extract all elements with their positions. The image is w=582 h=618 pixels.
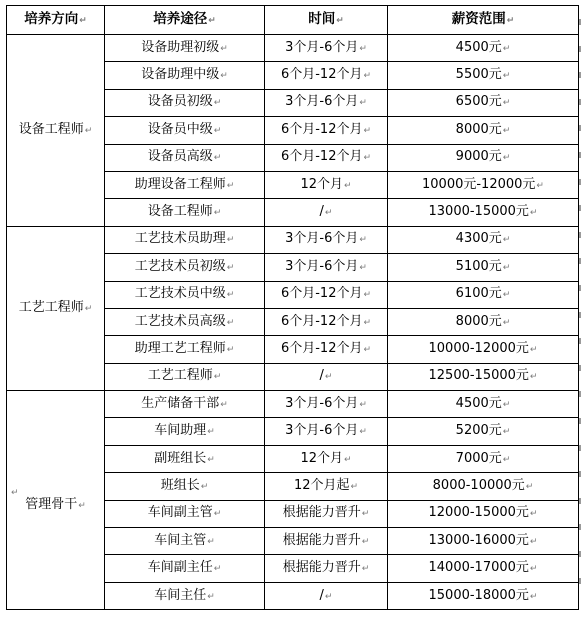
salary-cell <box>388 254 579 281</box>
paragraph-mark: ↵ <box>220 71 228 82</box>
path-cell <box>105 473 265 500</box>
header-row <box>7 6 579 35</box>
paragraph-mark: ↵ <box>502 427 511 438</box>
time-value: 3个月-6个月 <box>285 258 359 274</box>
salary-value: 5500元 <box>455 67 502 83</box>
salary-value: 8000元 <box>455 313 502 329</box>
row-end-mark <box>579 312 581 318</box>
path-value: 车间副主任 <box>147 560 213 576</box>
paragraph-mark: ↵ <box>529 372 538 383</box>
path-cell <box>105 226 265 253</box>
path-value: 生产储备干部 <box>141 395 220 411</box>
paragraph-mark: ↵ <box>226 262 235 273</box>
time-cell <box>265 336 388 363</box>
table-row <box>7 226 579 253</box>
empty-paragraph-mark: ↵ <box>11 487 19 498</box>
row-end-mark <box>579 99 581 105</box>
path-cell <box>105 308 265 335</box>
salary-cell <box>388 336 579 363</box>
row-end-mark <box>579 551 581 557</box>
salary-value: 4500元 <box>455 395 502 411</box>
direction-label: 管理骨干 <box>25 496 78 512</box>
path-cell <box>105 555 265 582</box>
time-value: / <box>319 368 324 384</box>
row-end-mark <box>579 179 581 185</box>
direction-cell <box>7 35 105 227</box>
time-value: 3个月-6个月 <box>285 39 359 55</box>
paragraph-mark: ↵ <box>220 399 228 410</box>
salary-value: 8000-10000元 <box>432 477 525 493</box>
paragraph-mark: ↵ <box>529 536 538 547</box>
time-cell <box>265 89 388 116</box>
salary-cell <box>388 528 579 555</box>
header-time: 时间↵ <box>265 6 388 35</box>
paragraph-mark: ↵ <box>502 454 511 465</box>
paragraph-mark: ↵ <box>213 153 222 164</box>
time-value: / <box>319 204 324 220</box>
paragraph-mark: ↵ <box>361 564 370 575</box>
row-end-mark <box>579 285 581 291</box>
time-value: 根据能力晋升 <box>282 532 361 548</box>
time-value: 6个月-12个月 <box>280 286 363 302</box>
salary-cell <box>388 35 579 62</box>
time-value: 3个月-6个月 <box>285 395 359 411</box>
paragraph-mark: ↵ <box>502 262 511 273</box>
paragraph-mark: ↵ <box>502 43 511 54</box>
salary-value: 9000元 <box>455 149 502 165</box>
salary-cell <box>388 391 579 418</box>
path-cell <box>105 199 265 226</box>
time-cell <box>265 500 388 527</box>
paragraph-mark: ↵ <box>502 125 511 136</box>
paragraph-mark: ↵ <box>207 427 215 438</box>
paragraph-mark: ↵ <box>502 235 511 246</box>
path-cell <box>105 582 265 609</box>
path-cell <box>105 391 265 418</box>
paragraph-mark: ↵ <box>502 399 511 410</box>
salary-value: 12000-15000元 <box>428 505 529 521</box>
row-end-mark <box>579 498 581 504</box>
paragraph-mark: ↵ <box>344 454 352 465</box>
row-end-mark <box>579 338 581 344</box>
header-salary: 薪资范围↵ <box>388 6 579 35</box>
time-cell <box>265 199 388 226</box>
salary-value: 7000元 <box>455 450 502 466</box>
paragraph-mark: ↵ <box>529 591 538 602</box>
salary-value: 10000-12000元 <box>428 340 529 356</box>
paragraph-mark: ↵ <box>226 344 235 355</box>
paragraph-mark: ↵ <box>525 481 534 492</box>
time-cell <box>265 418 388 445</box>
path-value: 副班组长 <box>154 450 207 466</box>
time-cell <box>265 144 388 171</box>
paragraph-mark: ↵ <box>213 208 222 219</box>
time-cell <box>265 555 388 582</box>
paragraph-mark: ↵ <box>359 98 367 109</box>
time-value: 12个月 <box>300 176 343 192</box>
paragraph-mark: ↵ <box>324 591 333 602</box>
paragraph-mark: ↵ <box>363 71 372 82</box>
row-end-mark <box>579 445 581 451</box>
paragraph-mark: ↵ <box>536 180 544 191</box>
paragraph-mark: ↵ <box>359 427 367 438</box>
path-cell <box>105 117 265 144</box>
salary-cell <box>388 89 579 116</box>
row-end-mark <box>579 232 581 238</box>
time-cell <box>265 226 388 253</box>
row-end-mark <box>579 152 581 158</box>
paragraph-mark-column <box>578 5 582 615</box>
paragraph-mark: ↵ <box>363 153 372 164</box>
time-cell <box>265 117 388 144</box>
path-value: 设备助理中级 <box>141 67 220 83</box>
path-value: 设备助理初级 <box>141 39 220 55</box>
time-cell <box>265 445 388 472</box>
paragraph-mark: ↵ <box>359 43 367 54</box>
path-value: 车间副主管 <box>147 505 213 521</box>
paragraph-mark: ↵ <box>344 180 352 191</box>
salary-value: 4500元 <box>455 39 502 55</box>
salary-cell <box>388 281 579 308</box>
path-value: 工艺技术员初级 <box>134 258 226 274</box>
salary-cell <box>388 555 579 582</box>
path-cell <box>105 363 265 390</box>
paragraph-mark: ↵ <box>84 303 93 314</box>
time-cell <box>265 35 388 62</box>
table-row <box>7 35 579 62</box>
row-end-mark <box>579 19 581 25</box>
salary-table-sheet <box>6 5 579 610</box>
time-value: 根据能力晋升 <box>282 560 361 576</box>
path-value: 助理工艺工程师 <box>134 340 226 356</box>
time-value: 6个月-12个月 <box>280 340 363 356</box>
path-value: 工艺技术员助理 <box>134 231 226 247</box>
path-value: 车间主任 <box>154 587 207 603</box>
salary-cell <box>388 226 579 253</box>
time-value: / <box>319 587 324 603</box>
path-value: 设备员高级 <box>147 149 213 165</box>
paragraph-mark: ↵ <box>529 208 538 219</box>
path-value: 工艺技术员中级 <box>134 286 226 302</box>
salary-cell <box>388 62 579 89</box>
time-value: 6个月-12个月 <box>280 313 363 329</box>
paragraph-mark: ↵ <box>78 500 86 511</box>
time-cell <box>265 308 388 335</box>
salary-cell <box>388 199 579 226</box>
header-direction: 培养方向↵ <box>7 6 105 35</box>
path-value: 工艺工程师 <box>147 368 213 384</box>
time-value: 3个月-6个月 <box>285 94 359 110</box>
paragraph-mark: ↵ <box>363 317 372 328</box>
paragraph-mark: ↵ <box>502 71 511 82</box>
row-end-mark <box>579 471 581 477</box>
header-path: 培养途径↵ <box>105 6 265 35</box>
table-body <box>7 35 579 610</box>
paragraph-mark: ↵ <box>213 372 222 383</box>
time-cell <box>265 391 388 418</box>
path-cell <box>105 62 265 89</box>
paragraph-mark: ↵ <box>226 180 235 191</box>
paragraph-mark: ↵ <box>84 125 93 136</box>
path-cell <box>105 144 265 171</box>
path-value: 设备员初级 <box>147 94 213 110</box>
time-cell <box>265 62 388 89</box>
paragraph-mark: ↵ <box>363 290 372 301</box>
paragraph-mark: ↵ <box>502 153 511 164</box>
path-cell <box>105 35 265 62</box>
salary-value: 6500元 <box>455 94 502 110</box>
salary-value: 13000-15000元 <box>428 204 529 220</box>
path-value: 班组长 <box>160 477 200 493</box>
salary-value: 12500-15000元 <box>428 368 529 384</box>
salary-cell <box>388 117 579 144</box>
salary-value: 13000-16000元 <box>428 532 529 548</box>
path-cell <box>105 528 265 555</box>
path-value: 车间助理 <box>154 423 207 439</box>
paragraph-mark: ↵ <box>529 344 538 355</box>
paragraph-mark: ↵ <box>359 399 367 410</box>
path-cell <box>105 281 265 308</box>
direction-label: 设备工程师 <box>18 121 84 137</box>
paragraph-mark: ↵ <box>200 481 209 492</box>
time-cell <box>265 473 388 500</box>
row-end-mark <box>579 365 581 371</box>
path-value: 设备工程师 <box>147 204 213 220</box>
paragraph-mark: ↵ <box>213 98 222 109</box>
career-salary-table <box>6 5 579 610</box>
paragraph-mark: ↵ <box>502 290 511 301</box>
path-cell <box>105 500 265 527</box>
paragraph-mark: ↵ <box>220 43 228 54</box>
time-cell <box>265 254 388 281</box>
salary-cell <box>388 445 579 472</box>
path-cell <box>105 445 265 472</box>
salary-value: 5200元 <box>455 423 502 439</box>
salary-cell <box>388 500 579 527</box>
row-end-mark <box>579 418 581 424</box>
row-end-mark <box>579 46 581 52</box>
row-end-mark <box>579 125 581 131</box>
salary-value: 5100元 <box>455 258 502 274</box>
path-value: 工艺技术员高级 <box>134 313 226 329</box>
time-value: 3个月-6个月 <box>285 423 359 439</box>
paragraph-mark: ↵ <box>226 317 235 328</box>
row-end-mark <box>579 524 581 530</box>
salary-value: 8000元 <box>455 121 502 137</box>
paragraph-mark: ↵ <box>226 235 235 246</box>
time-value: 6个月-12个月 <box>280 149 363 165</box>
salary-cell <box>388 171 579 198</box>
direction-cell <box>7 226 105 390</box>
paragraph-mark: ↵ <box>207 591 215 602</box>
paragraph-mark: ↵ <box>361 536 370 547</box>
salary-value: 6100元 <box>455 286 502 302</box>
salary-cell <box>388 473 579 500</box>
salary-cell <box>388 308 579 335</box>
time-cell <box>265 363 388 390</box>
paragraph-mark: ↵ <box>213 564 222 575</box>
path-cell <box>105 336 265 363</box>
row-end-mark <box>579 258 581 264</box>
paragraph-mark: ↵ <box>363 344 372 355</box>
time-value: 12个月 <box>300 450 343 466</box>
paragraph-mark: ↵ <box>502 317 511 328</box>
paragraph-mark: ↵ <box>350 481 359 492</box>
time-value: 3个月-6个月 <box>285 231 359 247</box>
time-cell <box>265 582 388 609</box>
paragraph-mark: ↵ <box>359 262 367 273</box>
path-cell <box>105 171 265 198</box>
direction-label: 工艺工程师 <box>18 299 84 315</box>
salary-value: 4300元 <box>455 231 502 247</box>
path-value: 助理设备工程师 <box>134 176 226 192</box>
paragraph-mark: ↵ <box>226 290 235 301</box>
time-value: 6个月-12个月 <box>280 121 363 137</box>
paragraph-mark: ↵ <box>529 509 538 520</box>
time-value: 根据能力晋升 <box>282 505 361 521</box>
paragraph-mark: ↵ <box>213 125 222 136</box>
salary-value: 15000-18000元 <box>428 587 529 603</box>
paragraph-mark: ↵ <box>324 372 333 383</box>
salary-value: 14000-17000元 <box>428 560 529 576</box>
paragraph-mark: ↵ <box>529 564 538 575</box>
direction-cell <box>7 391 105 610</box>
time-value: 6个月-12个月 <box>280 67 363 83</box>
time-value: 12个月起 <box>293 477 350 493</box>
path-value: 车间主管 <box>154 532 207 548</box>
path-value: 设备员中级 <box>147 121 213 137</box>
paragraph-mark: ↵ <box>359 235 367 246</box>
row-end-mark <box>579 72 581 78</box>
table-row <box>7 391 579 418</box>
row-end-mark <box>579 205 581 211</box>
row-end-mark <box>579 391 581 397</box>
row-end-mark <box>579 578 581 584</box>
path-cell <box>105 254 265 281</box>
paragraph-mark: ↵ <box>213 509 222 520</box>
salary-cell <box>388 582 579 609</box>
salary-cell <box>388 418 579 445</box>
salary-value: 10000元-12000元 <box>422 176 536 192</box>
paragraph-mark: ↵ <box>361 509 370 520</box>
path-cell <box>105 89 265 116</box>
salary-cell <box>388 363 579 390</box>
time-cell <box>265 171 388 198</box>
paragraph-mark: ↵ <box>502 98 511 109</box>
paragraph-mark: ↵ <box>324 208 333 219</box>
paragraph-mark: ↵ <box>363 125 372 136</box>
paragraph-mark: ↵ <box>207 454 215 465</box>
paragraph-mark: ↵ <box>207 536 215 547</box>
time-cell <box>265 528 388 555</box>
salary-cell <box>388 144 579 171</box>
path-cell <box>105 418 265 445</box>
time-cell <box>265 281 388 308</box>
